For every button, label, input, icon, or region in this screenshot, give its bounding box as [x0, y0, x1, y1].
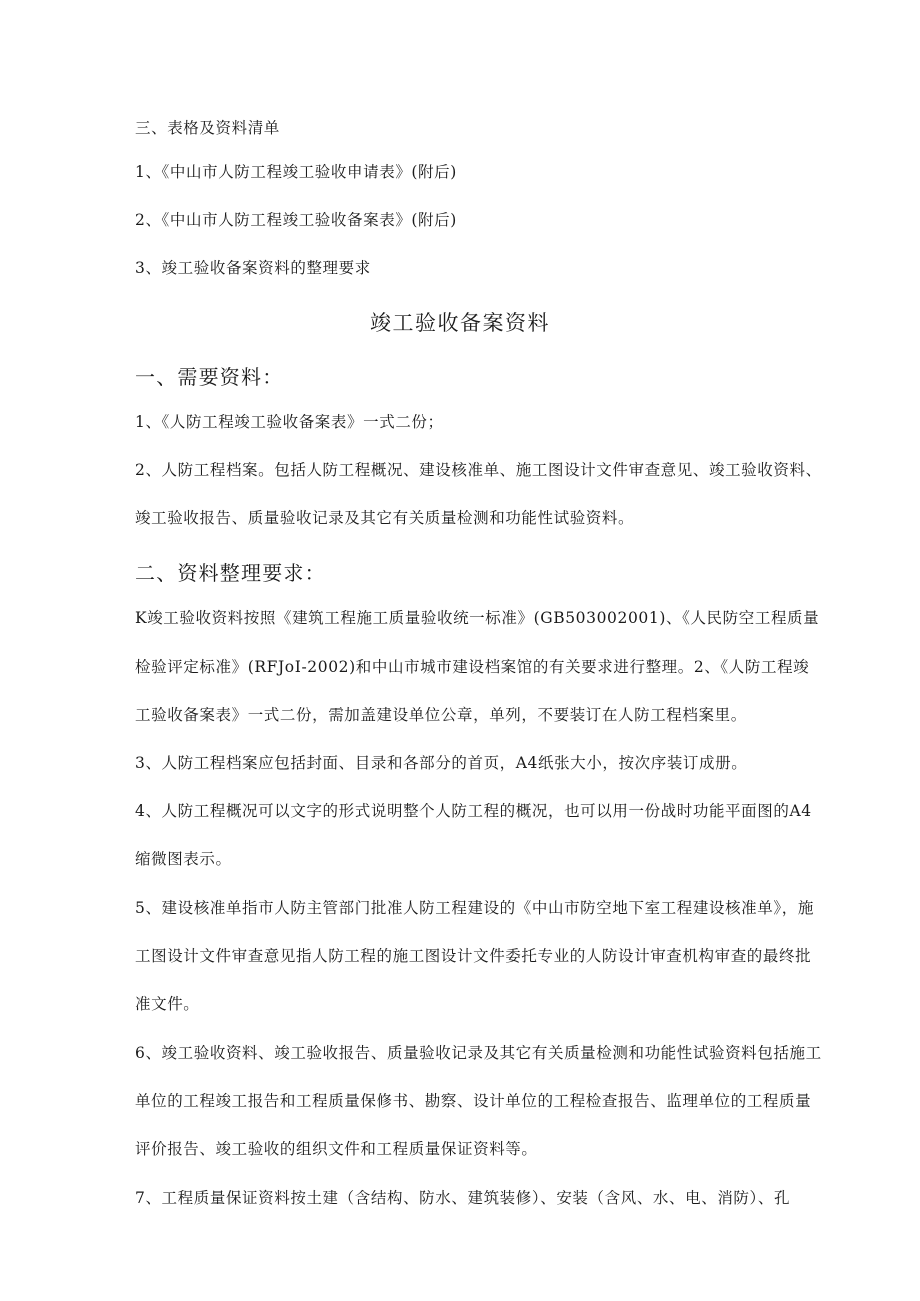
paragraph: 缩微图表示。: [135, 850, 232, 868]
paragraph: 4、人防工程概况可以文字的形式说明整个人防工程的概况，也可以用一份战时功能平面图的A4: [135, 802, 812, 820]
list-item: 2、《中山市人防工程竣工验收备案表》(附后): [135, 211, 457, 229]
paragraph: 准文件。: [135, 995, 200, 1013]
paragraph: 5、建设核准单指市人防主管部门批准人防工程建设的《中山市防空地下室工程建设核准单》，施: [135, 899, 814, 917]
paragraph: 7、工程质量保证资料按土建（含结构、防水、建筑装修）、安装（含风、水、电、消防）、孔: [135, 1189, 791, 1207]
paragraph: 检验评定标准》(RFJoI-2002)和中山市城市建设档案馆的有关要求进行整理。2、《人防工程竣: [135, 658, 810, 676]
list-item: 1、《中山市人防工程竣工验收申请表》(附后): [135, 163, 457, 181]
paragraph: 单位的工程竣工报告和工程质量保修书、勘察、设计单位的工程检查报告、监理单位的工程质量: [135, 1092, 812, 1110]
section-heading-required-materials: 一、需要资料：: [135, 365, 284, 389]
list-section-heading: 三、表格及资料清单: [135, 119, 280, 137]
paragraph: 竣工验收报告、质量验收记录及其它有关质量检测和功能性试验资料。: [135, 509, 635, 527]
paragraph: 3、人防工程档案应包括封面、目录和各部分的首页，A4纸张大小，按次序装订成册。: [135, 754, 748, 772]
list-item: 3、竣工验收备案资料的整理要求: [135, 259, 371, 277]
paragraph: 2、人防工程档案。包括人防工程概况、建设核准单、施工图设计文件审查意见、竣工验收资料、: [135, 461, 822, 479]
document-title: 竣工验收备案资料: [370, 311, 550, 335]
paragraph: 评价报告、竣工验收的组织文件和工程质量保证资料等。: [135, 1140, 538, 1158]
paragraph: K竣工验收资料按照《建筑工程施工质量验收统一标准》(GB503002001)、《人民防空工程质量: [135, 609, 820, 627]
section-heading-organization-requirements: 二、资料整理要求：: [135, 561, 326, 585]
paragraph: 工验收备案表》一式二份，需加盖建设单位公章，单列，不要装订在人防工程档案里。: [135, 706, 747, 724]
paragraph: 工图设计文件审查意见指人防工程的施工图设计文件委托专业的人防设计审查机构审查的最终批: [135, 947, 812, 965]
paragraph: 1、《人防工程竣工验收备案表》一式二份；: [135, 413, 444, 431]
paragraph: 6、竣工验收资料、竣工验收报告、质量验收记录及其它有关质量检测和功能性试验资料包括施工: [135, 1044, 822, 1062]
